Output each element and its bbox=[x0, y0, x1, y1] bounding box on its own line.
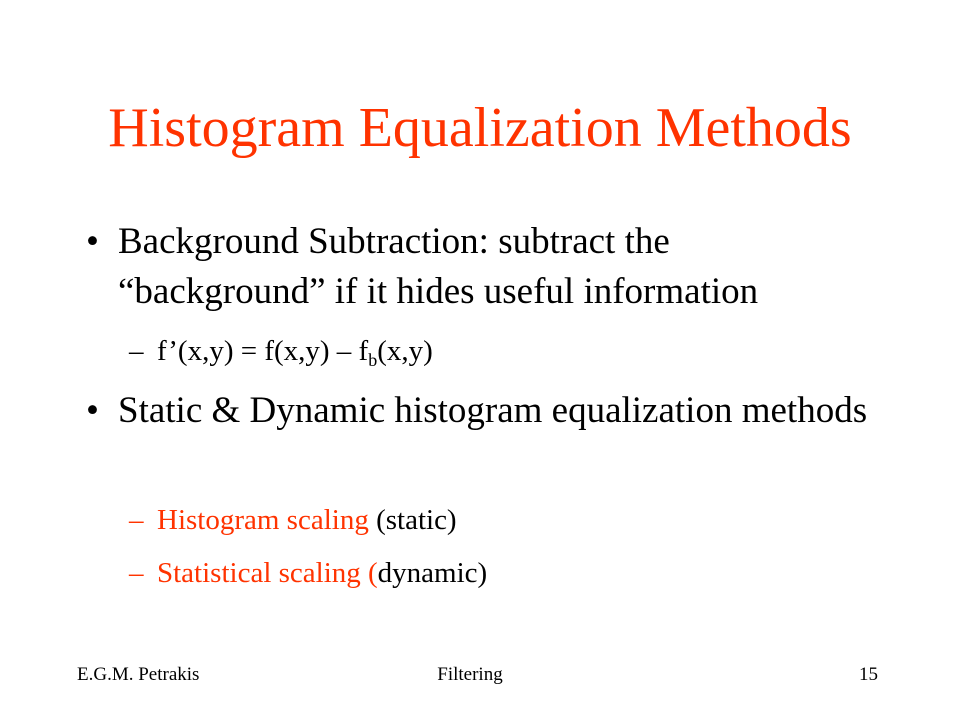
subbullet-statistical-scaling bbox=[129, 553, 889, 593]
bullet-marker: • bbox=[86, 221, 99, 262]
slide-title: Histogram Equalization Methods bbox=[108, 97, 852, 159]
bullet-marker: • bbox=[86, 390, 99, 431]
subbullet-dash: – bbox=[129, 335, 144, 367]
formula-suffix: (x,y) bbox=[377, 335, 433, 367]
bullet-text: Background Subtraction: subtract the “background” if it hides useful information bbox=[118, 221, 759, 312]
footer-author: E.G.M. Petrakis bbox=[77, 664, 200, 685]
subbullet-formula bbox=[129, 331, 889, 380]
bullet-background-subtraction bbox=[86, 217, 886, 317]
subbullet-dash: – bbox=[129, 504, 144, 536]
bullet-static-dynamic bbox=[86, 386, 886, 436]
statistical-scaling-qualifier: dynamic) bbox=[377, 557, 488, 589]
bullet-text: Static & Dynamic histogram equalization methods bbox=[118, 390, 868, 431]
subbullet-histogram-scaling bbox=[129, 500, 889, 540]
formula-prefix: f’(x,y) = f(x,y) – f bbox=[157, 335, 369, 367]
footer-page-number: 15 bbox=[859, 664, 878, 685]
statistical-scaling-label: Statistical scaling ( bbox=[157, 557, 378, 589]
footer-topic: Filtering bbox=[437, 664, 503, 685]
histogram-scaling-qualifier: (static) bbox=[368, 504, 457, 536]
histogram-scaling-label: Histogram scaling bbox=[157, 504, 369, 536]
formula-subscript: b bbox=[368, 350, 378, 370]
subbullet-dash: – bbox=[129, 557, 144, 589]
